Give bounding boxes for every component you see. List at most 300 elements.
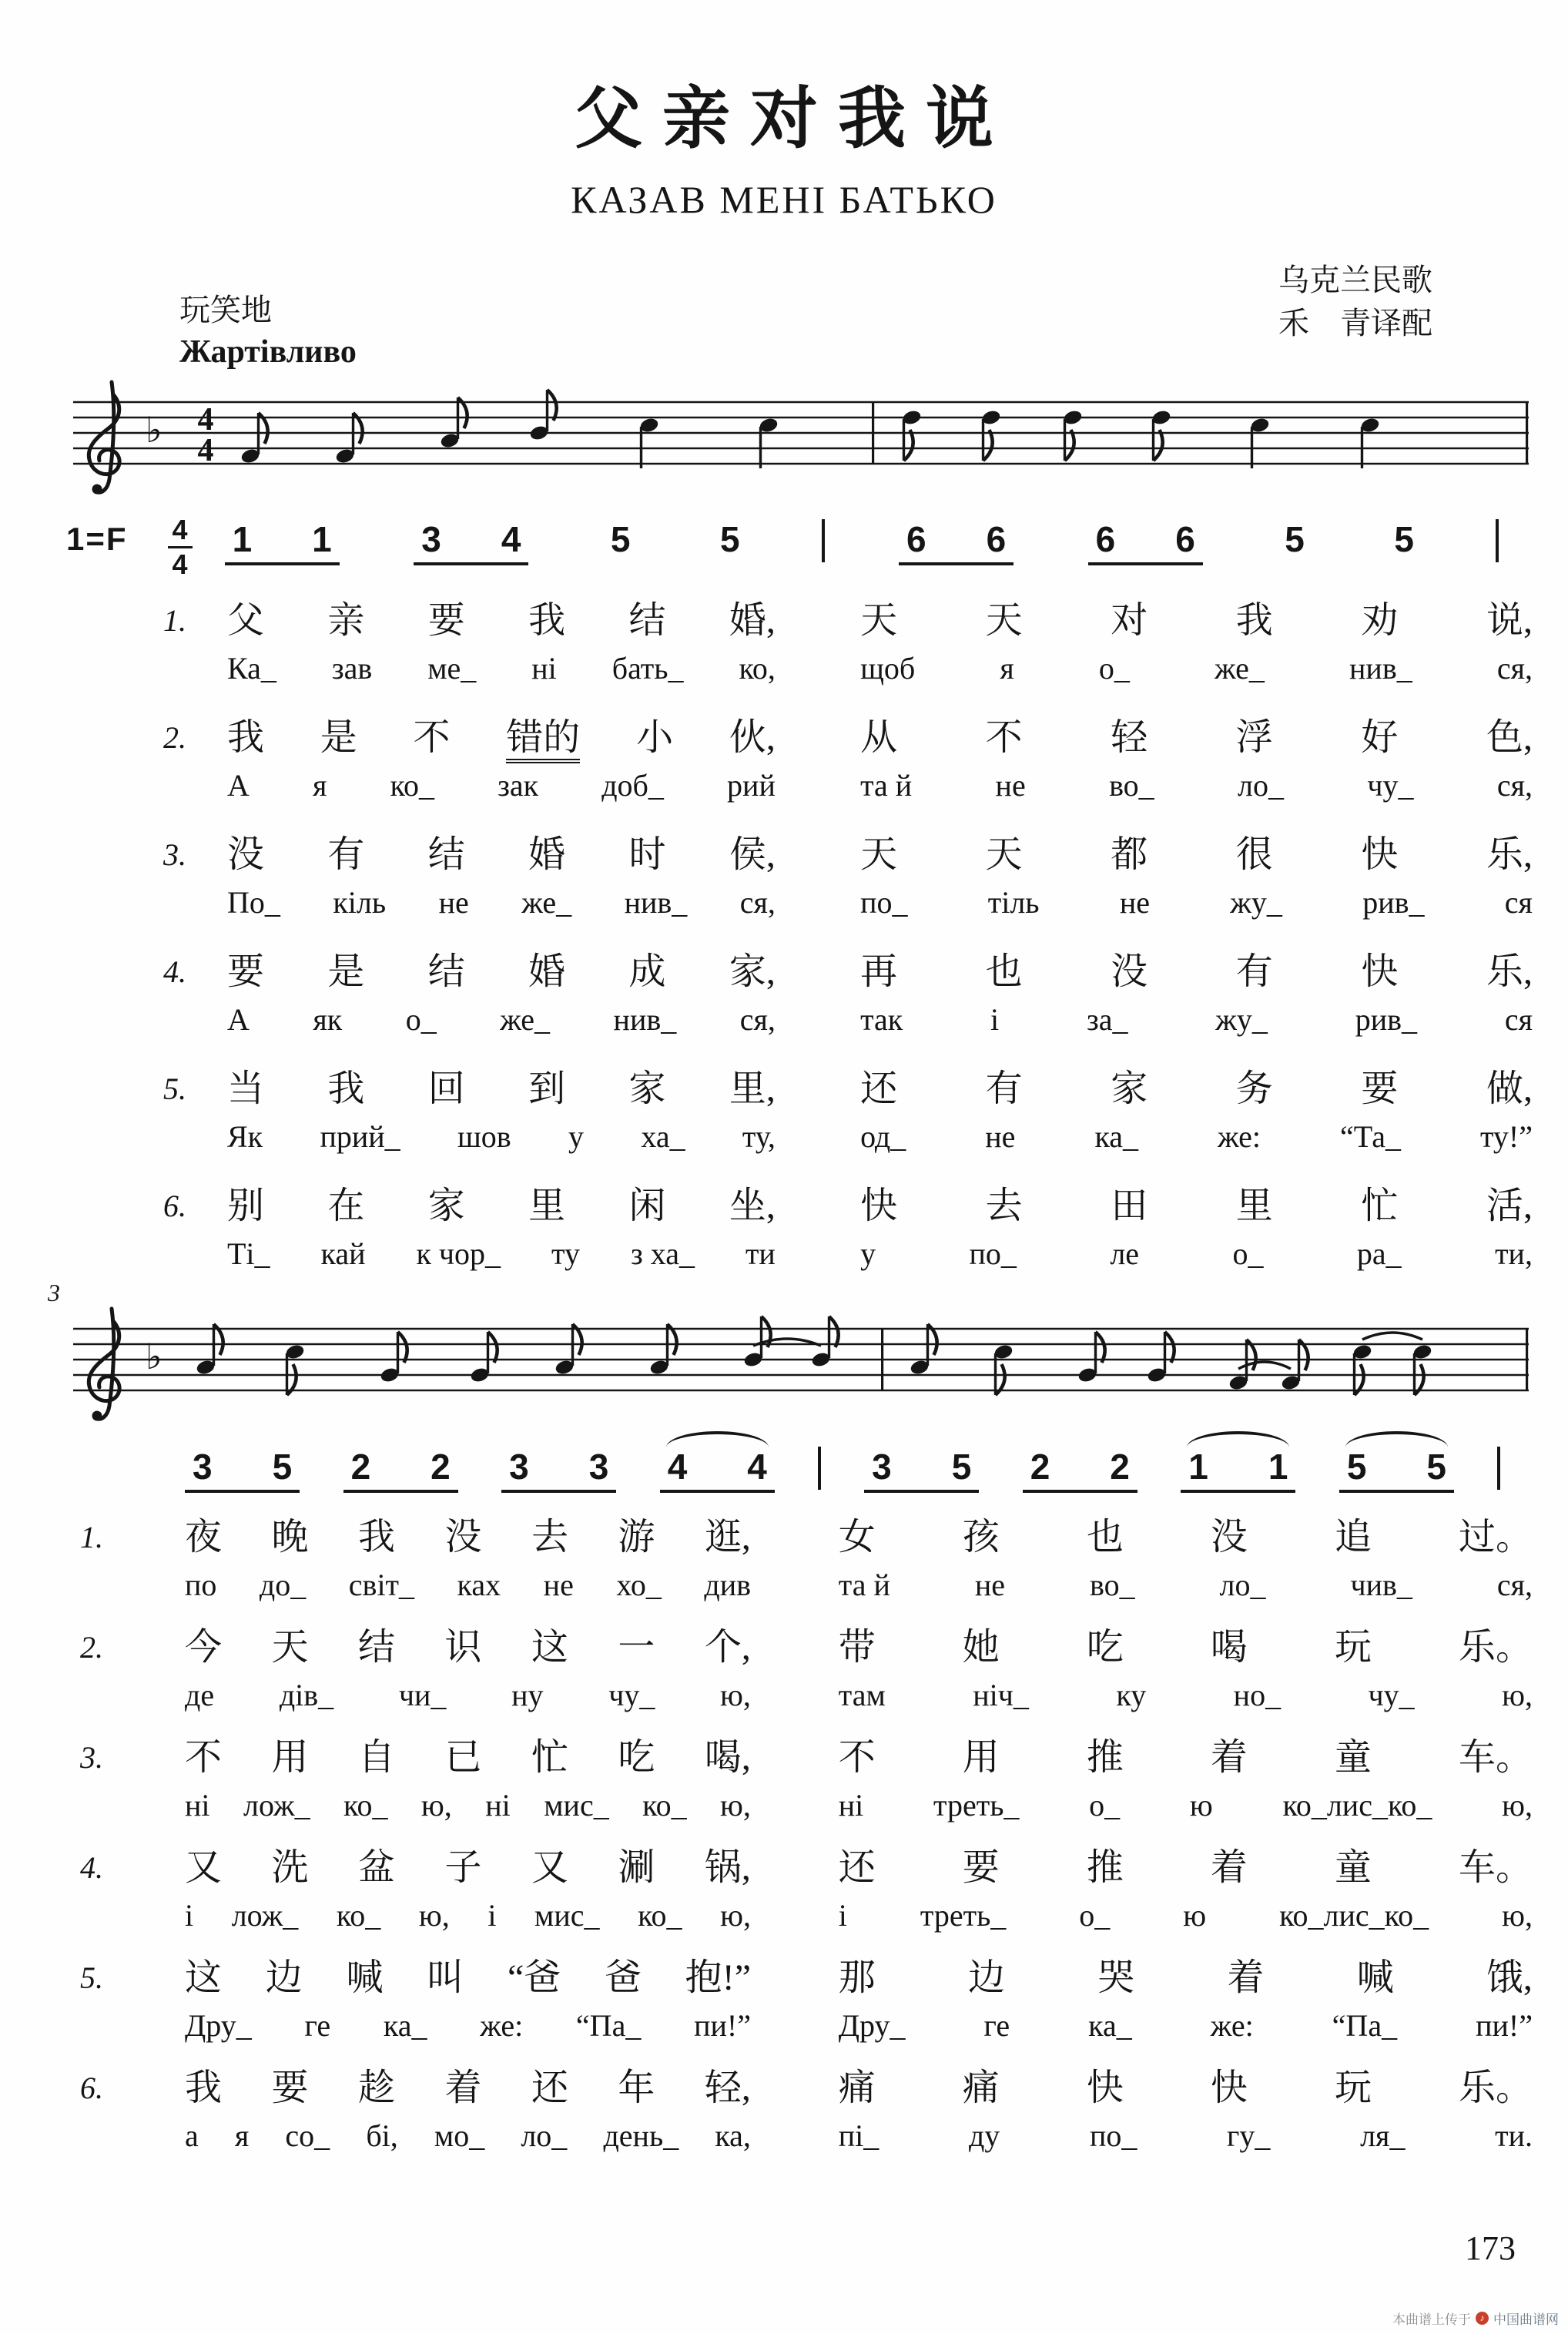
lyric-syllable: “Па_ xyxy=(1332,2008,1398,2043)
staff-notation-line-1 xyxy=(73,379,1529,510)
jianpu-note: 3 xyxy=(193,1447,213,1487)
lyric-syllable: ні xyxy=(185,1788,210,1823)
lyric-syllable: 轻 xyxy=(1111,717,1148,758)
lyric-syllable: 这 xyxy=(531,1627,568,1668)
lyric-line-chinese xyxy=(185,1736,1533,1779)
lyric-half-line xyxy=(860,716,1533,763)
lyric-syllable: 要 xyxy=(962,1847,1000,1888)
lyric-syllable: 着 xyxy=(444,2067,482,2108)
lyric-syllable: 游 xyxy=(618,1517,655,1558)
lyric-syllable: 还 xyxy=(860,1068,898,1109)
lyric-syllable: 叫 xyxy=(427,1957,464,1998)
lyric-syllable: 结 xyxy=(357,1627,395,1668)
lyric-syllable: бать_ xyxy=(611,651,684,686)
verse-number: 1. xyxy=(80,1520,103,1554)
lyric-syllable: ло_ xyxy=(1238,768,1284,803)
lyric-line-ukrainian xyxy=(185,1568,1533,1602)
lyric-syllable: та й xyxy=(860,768,913,803)
lyric-syllable: як xyxy=(313,1002,343,1037)
lyric-line-ukrainian xyxy=(227,1237,1533,1271)
jianpu-note-group xyxy=(414,521,528,565)
lyric-syllable: 快 xyxy=(1361,951,1399,992)
lyric-half-line xyxy=(860,1185,1533,1227)
lyric-half-line xyxy=(860,1237,1533,1271)
lyric-syllable: 有 xyxy=(327,834,365,875)
lyric-half-line xyxy=(839,1846,1533,1889)
lyric-syllable: о_ xyxy=(1089,1788,1121,1823)
song-title-cn: 父亲对我说 xyxy=(574,78,1014,158)
lyric-syllable: ю, xyxy=(1502,1898,1533,1933)
music-note-icon: ♪ xyxy=(1476,2312,1489,2325)
jianpu-note: 2 xyxy=(1110,1447,1130,1487)
lyric-syllable: 乐, xyxy=(1486,951,1533,992)
lyric-syllable: ло_ xyxy=(1219,1568,1266,1602)
lyric-syllable: так xyxy=(860,1002,903,1037)
lyric-syllable: 推 xyxy=(1086,1737,1124,1778)
lyric-syllable: 痛 xyxy=(962,2067,1000,2108)
lyric-syllable: 边 xyxy=(967,1957,1005,1998)
lyric-syllable: не xyxy=(438,885,469,920)
lyric-syllable: 婚, xyxy=(729,600,776,641)
lyric-syllable: 浮 xyxy=(1235,717,1273,758)
verse-3 xyxy=(0,1736,1568,1849)
jianpu-note-group xyxy=(343,1448,458,1493)
lyric-syllable: 成 xyxy=(628,951,666,992)
lyric-syllable: 侯, xyxy=(729,834,776,875)
lyric-syllable: 里, xyxy=(729,1068,776,1109)
lyric-line-chinese xyxy=(227,1068,1533,1110)
lyric-syllable: дів_ xyxy=(279,1678,334,1712)
lyric-syllable: ко_ xyxy=(390,768,434,803)
jianpu-note-group xyxy=(899,521,1014,565)
lyric-syllable: 年 xyxy=(618,2067,655,2108)
barline xyxy=(818,1447,821,1490)
jianpu-note: 6 xyxy=(1175,519,1195,559)
lyric-syllable: ю, xyxy=(720,1678,751,1712)
lyric-half-line xyxy=(839,1899,1533,1933)
lyric-syllable: ту, xyxy=(742,1119,776,1154)
verse-number: 5. xyxy=(80,1960,103,1995)
lyric-syllable: 快 xyxy=(1210,2067,1248,2108)
lyric-syllable: 爸 xyxy=(604,1957,642,1998)
lyric-syllable: а xyxy=(185,2118,199,2153)
lyric-syllable: чу_ xyxy=(1367,768,1414,803)
lyric-syllable: 车。 xyxy=(1458,1847,1533,1888)
lyric-syllable: 女 xyxy=(838,1517,876,1558)
lyric-syllable: світ_ xyxy=(348,1568,415,1602)
lyric-syllable: о_ xyxy=(1079,1898,1111,1933)
barline xyxy=(1496,519,1499,562)
lyric-half-line xyxy=(227,716,776,763)
lyric-syllable: треть_ xyxy=(933,1788,1020,1823)
barline xyxy=(1497,1447,1500,1490)
lyric-syllable: доб_ xyxy=(601,768,664,803)
lyric-half-line xyxy=(860,833,1533,876)
lyric-syllable: до_ xyxy=(259,1568,307,1602)
lyric-line-chinese xyxy=(185,1626,1533,1668)
barline xyxy=(822,519,825,562)
lyric-syllable: но_ xyxy=(1233,1678,1282,1712)
verse-number: 5. xyxy=(163,1071,186,1106)
lyric-syllable: 也 xyxy=(985,951,1023,992)
lyric-syllable: пи!” xyxy=(1476,2008,1533,2043)
lyric-half-line xyxy=(839,1626,1533,1668)
lyric-line-ukrainian xyxy=(185,1678,1533,1712)
lyric-syllable: 带 xyxy=(838,1627,876,1668)
lyric-syllable: ко, xyxy=(739,651,776,686)
lyric-half-line xyxy=(185,1846,751,1889)
lyric-syllable: 着 xyxy=(1210,1737,1248,1778)
lyric-syllable: ха_ xyxy=(641,1119,685,1154)
lyric-syllable: день_ xyxy=(603,2118,679,2153)
lyric-syllable: не xyxy=(995,768,1026,803)
lyric-syllable: 家 xyxy=(628,1068,666,1109)
lyric-syllable: 乐, xyxy=(1486,834,1533,875)
lyric-syllable: і xyxy=(487,1898,497,1933)
song-translator: 禾 青译配 xyxy=(1278,306,1432,340)
lyric-syllable: 盆 xyxy=(357,1847,395,1888)
jianpu-note: 4 xyxy=(667,1447,688,1487)
lyric-syllable: 喝, xyxy=(704,1737,751,1778)
lyric-syllable: зак xyxy=(498,768,539,803)
lyric-syllable: ге xyxy=(304,2008,331,2043)
lyric-syllable: 忙 xyxy=(531,1737,568,1778)
lyric-syllable: ка_ xyxy=(1088,2008,1132,2043)
lyric-half-line xyxy=(227,1237,776,1271)
lyric-syllable: по_ xyxy=(969,1236,1017,1271)
lyric-syllable: ку xyxy=(1116,1678,1147,1712)
lyric-syllable: 有 xyxy=(985,1068,1023,1109)
lyric-half-line xyxy=(860,769,1533,803)
lyric-syllable: ля_ xyxy=(1360,2118,1406,2153)
lyric-syllable: 我 xyxy=(227,717,265,758)
lyric-line-ukrainian xyxy=(227,1003,1533,1037)
lyric-syllable: 去 xyxy=(985,1185,1023,1226)
verse-number: 6. xyxy=(80,2071,103,2105)
lyric-syllable: 亲 xyxy=(327,600,365,641)
lyric-syllable: ту xyxy=(551,1236,580,1271)
lyric-syllable: 色, xyxy=(1486,717,1533,758)
lyric-syllable: ра_ xyxy=(1356,1236,1402,1271)
lyric-half-line xyxy=(839,2119,1533,2153)
jianpu-note-group xyxy=(501,1448,616,1493)
jianpu-note: 4 xyxy=(501,519,521,559)
lyric-half-line xyxy=(227,1120,776,1154)
lyric-syllable: гу_ xyxy=(1227,2118,1271,2153)
lyric-syllable: 没 xyxy=(1210,1517,1248,1558)
lyric-syllable: 喝 xyxy=(1210,1627,1248,1668)
lyric-line-ukrainian xyxy=(185,2009,1533,2043)
lyric-half-line xyxy=(839,1568,1533,1602)
lyric-line-chinese xyxy=(227,716,1533,763)
lyric-syllable: 要 xyxy=(271,2067,309,2108)
lyric-syllable: во_ xyxy=(1089,1568,1135,1602)
svg-text:4: 4 xyxy=(197,402,214,438)
lyric-half-line xyxy=(860,1068,1533,1110)
jianpu-note-group xyxy=(603,521,638,562)
lyric-syllable: 子 xyxy=(444,1847,482,1888)
lyric-syllable: 我 xyxy=(1235,600,1273,641)
lyric-syllable: 结 xyxy=(427,951,465,992)
lyric-syllable: 这 xyxy=(185,1957,223,1998)
lyric-syllable: ні xyxy=(485,1788,511,1823)
lyric-syllable: ко_лис_ко_ xyxy=(1279,1898,1429,1933)
lyric-half-line xyxy=(860,886,1533,920)
lyric-syllable: 伙, xyxy=(729,717,776,758)
lyric-syllable: 涮 xyxy=(618,1847,655,1888)
verse-1 xyxy=(0,599,1568,712)
time-signature xyxy=(168,516,193,578)
verse-5 xyxy=(0,1068,1568,1180)
jianpu-note-group xyxy=(185,1448,300,1493)
lyric-line-ukrainian xyxy=(227,886,1533,920)
lyric-half-line xyxy=(839,2009,1533,2043)
lyric-syllable: 锅, xyxy=(704,1847,751,1888)
lyric-syllable: 天 xyxy=(860,600,898,641)
lyric-syllable: же: xyxy=(480,2008,524,2043)
lyric-syllable: мис_ xyxy=(534,1898,600,1933)
lyric-half-line xyxy=(227,951,776,993)
lyric-syllable: 还 xyxy=(531,2067,568,2108)
lyric-syllable: щоб xyxy=(860,651,916,686)
lyric-line-ukrainian xyxy=(185,2119,1533,2153)
lyric-syllable: 不 xyxy=(413,717,451,758)
credits xyxy=(1278,259,1432,345)
jianpu-note: 4 xyxy=(747,1447,767,1487)
lyric-syllable: 喊 xyxy=(346,1957,384,1998)
lyric-syllable: мис_ xyxy=(544,1788,609,1823)
lyric-syllable: 婚 xyxy=(528,834,566,875)
lyric-half-line xyxy=(839,1678,1533,1712)
lyric-syllable: 又 xyxy=(531,1847,568,1888)
lyric-syllable: 婚 xyxy=(528,951,566,992)
lyric-syllable: 不 xyxy=(185,1737,223,1778)
lyric-syllable: 车。 xyxy=(1458,1737,1533,1778)
jianpu-note: 5 xyxy=(951,1447,972,1487)
lyric-syllable: 没 xyxy=(1111,951,1148,992)
jianpu-row-1 xyxy=(66,514,1499,580)
lyric-syllable: пі_ xyxy=(838,2118,879,2153)
lyric-syllable: ту!” xyxy=(1479,1119,1533,1154)
lyric-syllable: і xyxy=(990,1002,1000,1037)
lyric-syllable: 天 xyxy=(860,834,898,875)
jianpu-note-group xyxy=(712,521,748,562)
lyric-half-line xyxy=(227,1068,776,1110)
lyric-syllable: о_ xyxy=(405,1002,437,1037)
lyric-half-line xyxy=(185,1568,751,1602)
lyric-syllable: ти. xyxy=(1495,2118,1533,2153)
lyric-syllable: же: xyxy=(1218,1119,1261,1154)
lyric-syllable: нив_ xyxy=(613,1002,677,1037)
lyric-syllable: див xyxy=(704,1568,751,1602)
lyric-syllable: 着 xyxy=(1227,1957,1265,1998)
lyric-half-line xyxy=(185,2067,751,2109)
tempo-marking xyxy=(179,290,357,373)
verse-number: 1. xyxy=(163,603,186,638)
verse-number: 3. xyxy=(80,1740,103,1775)
jianpu-note: 5 xyxy=(1394,519,1414,559)
lyric-syllable: 当 xyxy=(227,1068,265,1109)
lyric-syllable: ка, xyxy=(715,2118,751,2153)
lyric-syllable: хо_ xyxy=(616,1568,662,1602)
jianpu-note: 5 xyxy=(1426,1447,1446,1487)
lyric-syllable: я xyxy=(1000,651,1014,686)
lyric-syllable: о_ xyxy=(1232,1236,1264,1271)
lyric-syllable: од_ xyxy=(860,1119,906,1154)
lyric-syllable: ся, xyxy=(739,1002,776,1037)
lyric-line-chinese xyxy=(227,1185,1533,1227)
lyric-syllable: ся xyxy=(1504,1002,1533,1037)
lyric-line-chinese xyxy=(185,1957,1533,1999)
lyric-syllable: 去 xyxy=(531,1517,568,1558)
lyric-syllable: 对 xyxy=(1111,600,1148,641)
lyric-syllable: 好 xyxy=(1361,717,1399,758)
lyric-syllable: з ха_ xyxy=(630,1236,695,1271)
lyric-syllable: 忙 xyxy=(1361,1185,1399,1226)
lyric-syllable: я xyxy=(313,768,327,803)
jianpu-note: 3 xyxy=(872,1447,892,1487)
lyric-syllable: не xyxy=(543,1568,574,1602)
lyric-syllable: рив_ xyxy=(1362,885,1425,920)
jianpu-note-group xyxy=(1023,1448,1137,1493)
jianpu-note: 5 xyxy=(610,519,631,559)
lyric-syllable: 劝 xyxy=(1361,600,1399,641)
lyric-syllable: рий xyxy=(727,768,776,803)
jianpu-note: 2 xyxy=(1030,1447,1050,1487)
lyric-syllable: 追 xyxy=(1334,1517,1372,1558)
verse-number: 4. xyxy=(163,954,186,989)
lyric-syllable: нив_ xyxy=(1349,651,1412,686)
lyric-syllable: 家, xyxy=(729,951,776,992)
lyric-half-line xyxy=(860,599,1533,642)
verse-number: 4. xyxy=(80,1850,103,1885)
lyric-syllable: же: xyxy=(1210,2008,1254,2043)
lyric-syllable: 今 xyxy=(185,1627,223,1668)
lyric-syllable: мо_ xyxy=(434,2118,485,2153)
jianpu-note: 5 xyxy=(272,1447,293,1487)
lyric-syllable: 也 xyxy=(1086,1517,1124,1558)
tempo-ua: Жартівливо xyxy=(179,334,357,370)
lyric-syllable: лож_ xyxy=(231,1898,299,1933)
lyric-syllable: шов xyxy=(457,1119,511,1154)
lyric-syllable: 父 xyxy=(227,600,265,641)
jianpu-groups-1 xyxy=(225,521,1499,565)
lyric-syllable: чив_ xyxy=(1350,1568,1412,1602)
lyric-syllable: 要 xyxy=(427,600,465,641)
lyric-syllable: 喊 xyxy=(1356,1957,1394,1998)
lyric-syllable: 她 xyxy=(962,1627,1000,1668)
jianpu-note-group xyxy=(1181,1448,1295,1493)
measure-number: 3 xyxy=(48,1279,60,1306)
lyric-syllable: же_ xyxy=(521,885,572,920)
lyric-syllable: 闲 xyxy=(628,1185,666,1226)
lyric-syllable: і xyxy=(838,1898,847,1933)
lyric-syllable: же_ xyxy=(500,1002,551,1037)
lyric-syllable: у xyxy=(860,1236,876,1271)
lyric-syllable: о_ xyxy=(1098,651,1130,686)
lyric-syllable: ю, xyxy=(720,1898,751,1933)
lyric-syllable: ніч_ xyxy=(973,1678,1029,1712)
lyric-syllable: нив_ xyxy=(624,885,688,920)
lyric-syllable: у xyxy=(568,1119,585,1154)
svg-text:♭: ♭ xyxy=(146,409,162,451)
lyric-syllable: 是 xyxy=(327,951,365,992)
lyric-syllable: 乐。 xyxy=(1458,2067,1533,2108)
lyric-syllable: 从 xyxy=(860,717,898,758)
lyric-syllable: 不 xyxy=(838,1737,876,1778)
lyric-syllable: не xyxy=(1119,885,1150,920)
lyric-syllable: 到 xyxy=(528,1068,566,1109)
lyric-syllable: 结 xyxy=(427,834,465,875)
lyric-syllable: ю, xyxy=(1502,1678,1533,1712)
key-signature: 1=F xyxy=(66,521,128,557)
lyric-half-line xyxy=(185,1678,751,1712)
lyric-syllable: 已 xyxy=(444,1737,482,1778)
time-signature-numerator: 4 xyxy=(168,516,193,548)
lyric-syllable: ні xyxy=(531,651,557,686)
lyric-syllable: там xyxy=(838,1678,886,1712)
lyric-syllable: ю xyxy=(1183,1898,1207,1933)
lyric-half-line xyxy=(185,1516,751,1558)
lyric-syllable: чу_ xyxy=(1368,1678,1415,1712)
lyric-syllable: ко_ xyxy=(343,1788,388,1823)
lyric-syllable: 要 xyxy=(1361,1068,1399,1109)
lyric-syllable: к чор_ xyxy=(416,1236,501,1271)
lyric-syllable: А xyxy=(227,768,250,803)
lyric-syllable: ло_ xyxy=(521,2118,568,2153)
lyric-half-line xyxy=(839,1736,1533,1779)
lyric-syllable: 天 xyxy=(985,600,1023,641)
lyric-syllable: 要 xyxy=(227,951,265,992)
lyric-half-line xyxy=(227,652,776,686)
lyric-half-line xyxy=(839,2067,1533,2109)
lyric-half-line xyxy=(227,833,776,876)
lyric-syllable: 吃 xyxy=(1086,1627,1124,1668)
lyric-syllable: 推 xyxy=(1086,1847,1124,1888)
lyric-syllable: 哭 xyxy=(1097,1957,1135,1998)
lyric-syllable: 天 xyxy=(985,834,1023,875)
lyric-syllable: чу_ xyxy=(608,1678,655,1712)
lyric-syllable: ге xyxy=(983,2008,1010,2043)
lyric-syllable: 一 xyxy=(618,1627,655,1668)
lyric-syllable: ко_ xyxy=(638,1898,682,1933)
lyric-syllable: 是 xyxy=(320,717,357,758)
lyric-syllable: 着 xyxy=(1210,1847,1248,1888)
lyric-line-ukrainian xyxy=(227,769,1533,803)
lyric-syllable: ю xyxy=(1189,1788,1213,1823)
lyric-syllable: ну xyxy=(511,1678,544,1712)
lyric-half-line xyxy=(185,2009,751,2043)
lyric-line-chinese xyxy=(227,951,1533,993)
lyric-syllable: 孩 xyxy=(962,1517,1000,1558)
lyric-syllable: ка_ xyxy=(1094,1119,1139,1154)
lyric-syllable: 玩 xyxy=(1334,1627,1372,1668)
lyric-syllable: 坐, xyxy=(729,1185,776,1226)
lyric-line-ukrainian xyxy=(227,652,1533,686)
lyric-line-ukrainian xyxy=(185,1899,1533,1933)
lyric-syllable: 用 xyxy=(962,1737,1000,1778)
lyric-syllable: рив_ xyxy=(1355,1002,1418,1037)
lyric-half-line xyxy=(185,1957,751,1999)
lyric-syllable: 结 xyxy=(628,600,666,641)
lyric-syllable: 抱!” xyxy=(685,1957,751,1998)
song-title-ua: КАЗАВ МЕНІ БАТЬКО xyxy=(571,178,997,221)
lyric-syllable: 时 xyxy=(628,834,666,875)
lyric-syllable: ся, xyxy=(1496,651,1533,686)
jianpu-note-group xyxy=(1277,521,1312,562)
lyric-syllable: 我 xyxy=(528,600,566,641)
lyric-syllable: зав xyxy=(331,651,373,686)
